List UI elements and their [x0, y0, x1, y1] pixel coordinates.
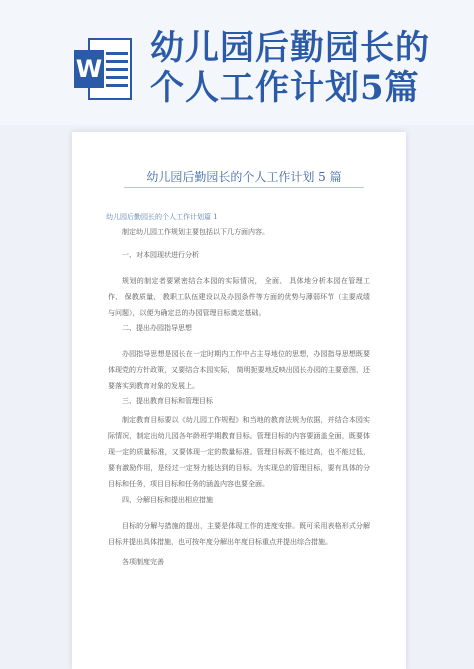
paragraph: 制定幼儿园工作规划主要包括以下几方面内容。	[122, 228, 269, 236]
word-letter: W	[74, 50, 104, 88]
paragraph: 办园指导思想是园长在一定时期内工作中占主导地位的思想，办园指导思想既要体现党的方针政策，又要结合本园实际， 简明扼要地反映出园长办园的主要意图，还要落实到教育对象的发展上。	[108, 350, 370, 390]
section-heading: 各项制度完善	[122, 558, 164, 566]
word-document-icon	[74, 38, 132, 100]
section-heading: 四、分解目标和提出相应措施	[122, 496, 213, 504]
section-heading: 一、对本园现状进行分析	[122, 251, 199, 259]
document-title: 幼儿园后勤园长的个人工作计划 5 篇	[124, 168, 364, 188]
section-heading: 二、提出办园指导思想	[122, 324, 192, 332]
banner	[0, 0, 474, 125]
document-subtitle: 幼儿园后勤园长的个人工作计划篇 1	[106, 213, 218, 221]
section-heading: 三、提出教育目标和管理目标	[122, 397, 213, 405]
document-page[interactable]	[72, 132, 406, 669]
paragraph: 规划的制定者要紧密结合本园的实际情况， 全面、 具体地分析本园在管理工作、 保教质量、 教职工队伍建设以及办园条件等方面的优势与薄弱环节（主要成绩与问题），以便为确定总的办园管理目标奠定基础。	[108, 277, 370, 317]
banner-title: 幼儿园后勤园长的个人工作计划5篇	[150, 28, 430, 108]
paragraph: 目标的分解与措施的提出，主要是体现工作的进度安排。既可采用表格形式分解目标并提出具体措施，也可按年度分解出年度目标重点并提出综合措施。	[108, 522, 370, 546]
paragraph: 制定教育目标要以《幼儿园工作规程》和当地的教育法规为依据，并结合本园实际情况，制定出幼儿园各年龄班学期教育目标。管理目标的内容要涵盖全面，既要体现一定的质量标准，又要体现一定的数量标准。管理目标既不能过高，也不能过低，要有激励作用，是经过一定努力能达到的目标。为实现总的管理目标，要有具体的分目标和任务，项目目标和任务的涵盖内容也要全面。	[108, 416, 370, 488]
